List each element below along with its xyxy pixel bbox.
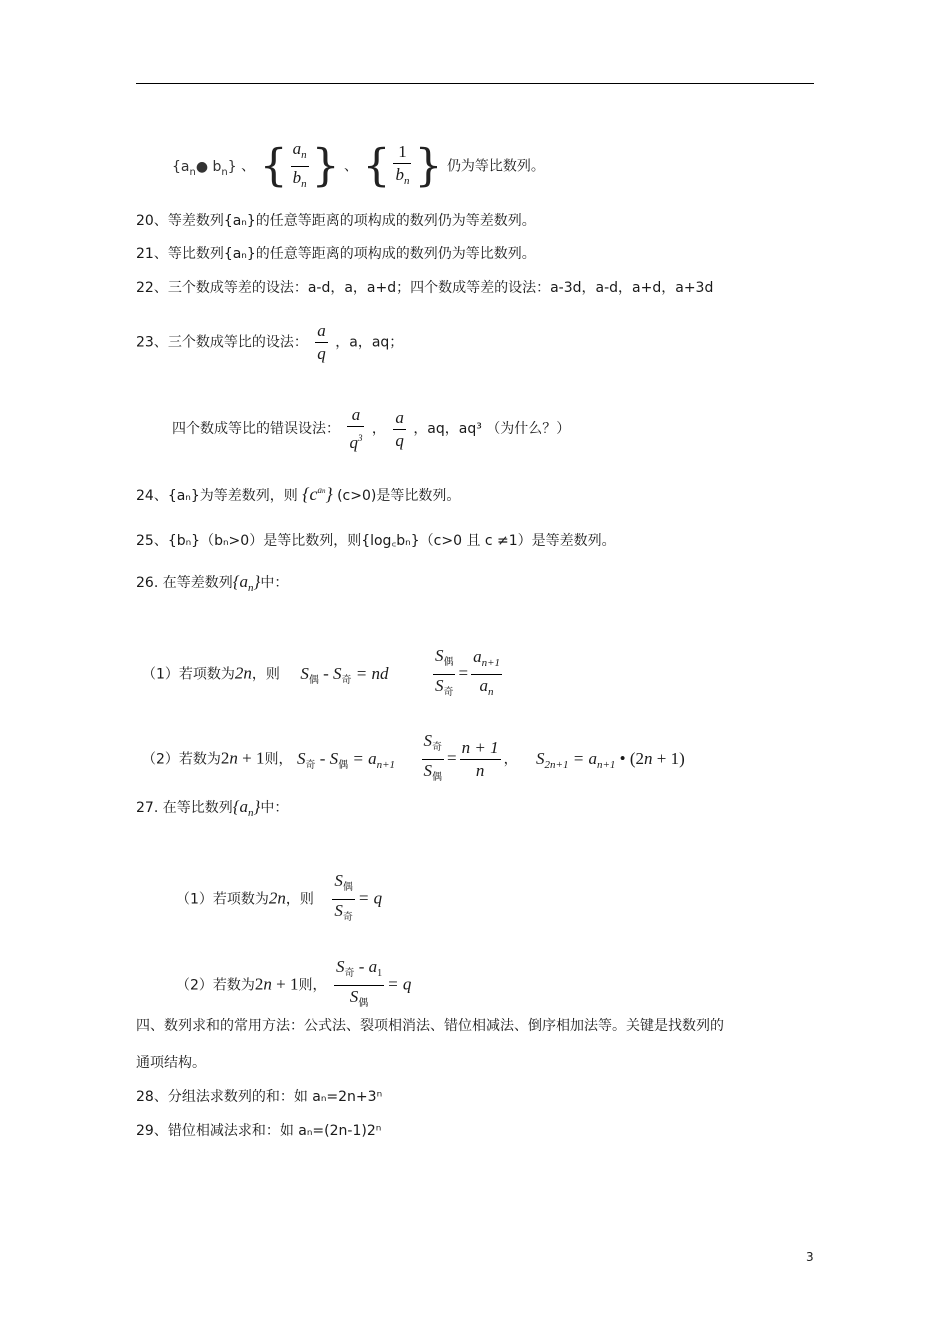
item-26-2-label: （2）若数为 (142, 751, 221, 768)
item-23-tail: ，a，aq； (335, 334, 404, 351)
item-19-continuation: {$a_n●$ $b_n$} 、 { $\frac{a_n}{b_n}$ } 、 { $\frac{1}{b_n}$ } 仍为等比数列。 (172, 139, 545, 192)
item-24: 24、{aₙ}为等差数列，则 $\{c^{an}\}$ (c>0)是等比数列。 (136, 484, 461, 504)
item-20: 20、等差数列{aₙ}的任意等距离的项构成的数列仍为等差数列。 (136, 213, 536, 229)
item-26-2: （2）若数为2n + 1则， $S_奇 - S_偶 = a_{n+1}$ $\frac{S_奇}{S_偶}$ = $\frac{n + 1}{n}$ ， $S_{2n+1} = a_{n+1}$ • (2n + 1) (142, 731, 685, 783)
item-29: 29、错位相减法求和：如 aₙ=(2n-1)2ⁿ (136, 1123, 382, 1139)
item-26-2-then: 则， (264, 751, 293, 768)
item-26-tail: 中： (260, 575, 289, 591)
item-24-label: 24、{aₙ}为等差数列，则 (136, 488, 298, 504)
item-27-2-then: 则， (298, 977, 327, 994)
item-27-tail: 中： (260, 800, 289, 816)
item-23b: 四个数成等比的错误设法： $\frac{a}{q^3}$ ， $\frac{a}{q}$ ，aq，aq³ （为什么？） (172, 405, 571, 452)
item-19-tail: 仍为等比数列。 (446, 158, 545, 175)
item-23b-label: 四个数成等比的错误设法： (172, 421, 340, 437)
item-26-1: （1）若项数为2n，则 $S_偶 - S_奇$ = nd $\frac{S_偶}{S_奇}$ = $\frac{a_{n+1}}{a_n}$ (142, 646, 501, 698)
item-27-1-label: （1）若项数为 (176, 891, 269, 908)
item-27: 27. 在等比数列$\{a_n\}$中： (136, 797, 289, 819)
item-21: 21、等比数列{aₙ}的任意等距离的项构成的数列仍为等比数列。 (136, 246, 536, 262)
item-23b-tail: ，aq，aq³ （为什么？） (413, 421, 571, 437)
item-22: 22、三个数成等差的设法：a-d，a，a+d；四个数成等差的设法：a-3d，a-d，a+d，a+3d (136, 280, 714, 296)
item-27-1-then: ，则 (285, 891, 314, 908)
item-26-label: 26. 在等差数列 (136, 575, 233, 591)
item-25: 25、{bₙ}（bₙ>0）是等比数列，则{log꜀bₙ}（c>0 且 c ≠1）是等差数列。 (136, 533, 616, 549)
section-4-line-1: 四、数列求和的常用方法：公式法、裂项相消法、错位相减法、倒序相加法等。关键是找数列的 (136, 1018, 724, 1034)
item-26-1-label: （1）若项数为 (142, 666, 235, 683)
item-26-1-then: ，则 (251, 666, 280, 683)
page-number: 3 (806, 1250, 814, 1264)
item-27-label: 27. 在等比数列 (136, 800, 233, 816)
item-23: 23、三个数成等比的设法： $\frac{a}{q}$ ，a，aq； (136, 321, 404, 363)
section-4-line-2: 通项结构。 (136, 1055, 206, 1071)
item-28: 28、分组法求数列的和：如 aₙ=2n+3ⁿ (136, 1089, 383, 1105)
item-23-label: 23、三个数成等比的设法： (136, 334, 308, 351)
item-27-2: （2）若数为2n + 1则， $\frac{S_奇 - a_1}{S_偶}$ = q (176, 957, 412, 1009)
item-27-2-label: （2）若数为 (176, 977, 255, 994)
header-rule (136, 83, 814, 84)
item-26: 26. 在等差数列$\{a_n\}$中： (136, 572, 289, 594)
item-24-tail: (c>0)是等比数列。 (337, 488, 461, 504)
item-27-1: （1）若项数为2n，则 $\frac{S_偶}{S_奇}$ = q (176, 871, 383, 923)
